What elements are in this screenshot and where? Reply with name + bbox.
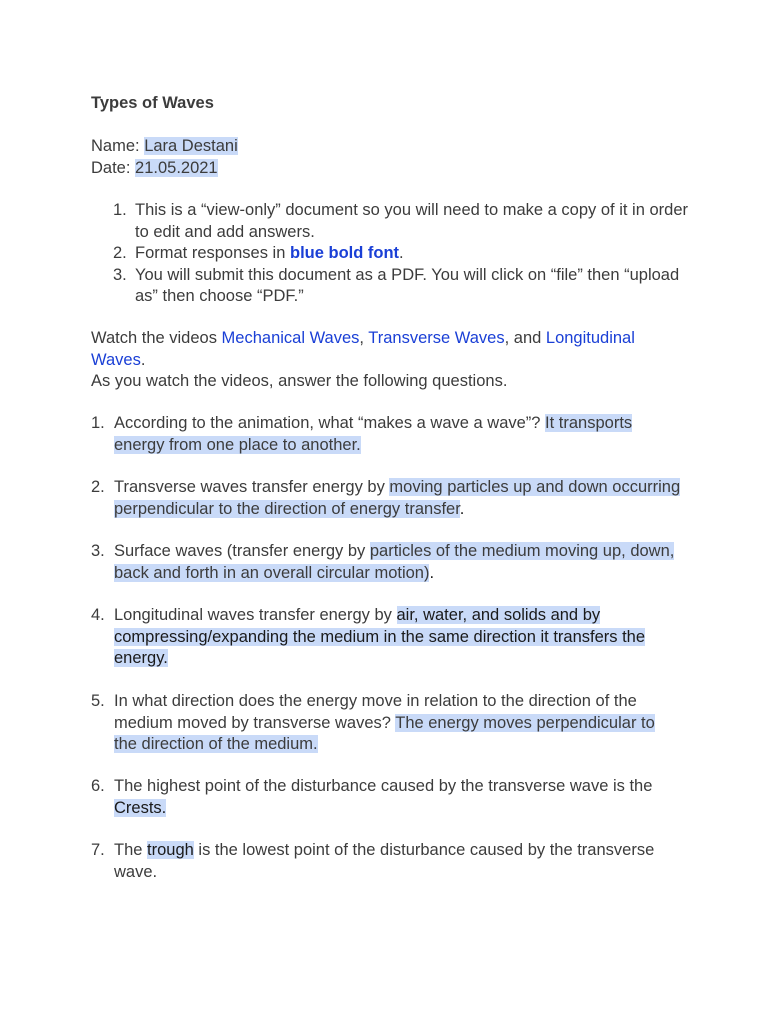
date-value: 21.05.2021 [135,158,218,177]
document-title: Types of Waves [91,94,214,112]
instruction-text-end: . [399,244,404,262]
date-label: Date: [91,158,136,177]
list-number: 3. [91,542,105,560]
watch-videos-paragraph [91,328,691,393]
student-info [91,136,238,179]
list-number: 1. [91,414,105,432]
watch-instruction: As you watch the videos, answer the following questions. [91,372,508,390]
watch-intro: Watch the videos [91,329,222,347]
list-number: 3. [113,265,127,284]
answer-text: particles of the medium moving up, down, back and forth in an overall circular motion) [114,542,675,582]
answer-text: moving particles up and down occurring perpendicular to the direction of energy transfer [114,478,681,518]
instruction-item [91,265,691,308]
answer-text: trough [147,841,194,859]
question-item [91,541,681,584]
answer-text: The energy moves perpendicular to the direction of the medium. [114,713,655,753]
question-item [91,840,681,883]
instruction-text: This is a “view-only” document so you will need to make a copy of it in order to edit and add answers. [135,201,688,241]
longitudinal-waves-link[interactable]: Longitudinal Waves [91,329,635,369]
answer-end: . [429,563,435,582]
instruction-text: You will submit this document as a PDF. You will click on “file” then “upload as” then choose “PDF.” [135,265,680,305]
name-line [91,136,238,158]
instruction-item [91,243,691,265]
question-text: The [114,841,148,859]
list-number: 5. [91,692,105,710]
answer-text: It transports energy from one place to another. [114,414,633,454]
question-text: Surface waves (transfer energy by [114,542,370,560]
question-text: Longitudinal waves transfer energy by [114,606,397,624]
list-number: 4. [91,606,105,624]
list-number: 6. [91,777,105,795]
answer-end: . [459,499,465,518]
blue-bold-sample: blue bold font [289,244,400,262]
instructions-list [91,200,691,308]
question-item [91,691,681,756]
watch-line [91,328,691,371]
list-number: 7. [91,841,105,859]
transverse-waves-link[interactable]: Transverse Waves [368,329,505,347]
mechanical-waves-link[interactable]: Mechanical Waves [221,329,360,347]
question-text-end: is the lowest point of the disturbance caused by the transverse wave. [114,841,655,881]
question-item [91,477,681,520]
question-text: In what direction does the energy move in relation to the direction of the medium moved by transverse waves? [114,692,637,732]
period: . [140,350,146,369]
separator: , [359,329,369,347]
question-text: The highest point of the disturbance caused by the transverse wave is the [114,777,653,795]
separator: , and [504,329,546,347]
name-value: Lara Destani [144,137,238,155]
question-text: According to the animation, what “makes a wave a wave”? [114,414,546,432]
question-item [91,776,681,819]
name-label: Name: [91,137,145,155]
instruction-text: Format responses in [135,244,290,262]
list-number: 2. [91,478,105,496]
list-number: 1. [113,201,127,219]
date-line [91,158,238,180]
answer-text: air, water, and solids and by compressing/expanding the medium in the same direction it transfers the energy. [114,606,646,667]
instruction-item [91,200,691,243]
question-text: Transverse waves transfer energy by [114,478,390,496]
question-item [91,413,681,456]
list-number: 2. [113,244,127,262]
question-item [91,605,681,670]
answer-text: Crests. [114,798,167,817]
